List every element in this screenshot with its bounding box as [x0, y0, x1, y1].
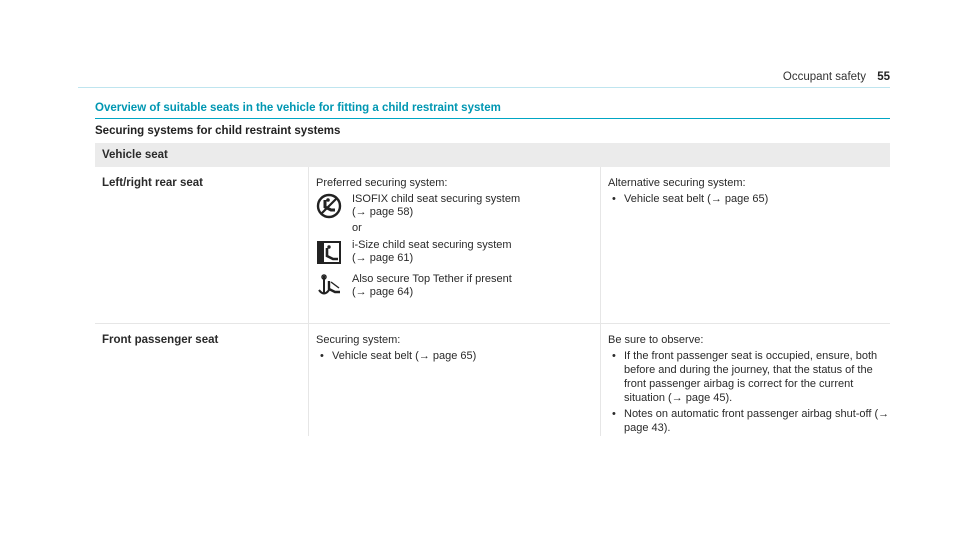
- top-tether-icon: [316, 273, 342, 299]
- alternative-label: Alternative securing system:: [608, 177, 746, 189]
- table-row: [95, 324, 890, 436]
- securing-list: [316, 349, 600, 363]
- page-reference-link[interactable]: (→ page 61): [352, 252, 414, 264]
- preferred-system-cell: [308, 167, 600, 323]
- securing-systems-table: [95, 143, 890, 436]
- notes-cell: [600, 324, 890, 436]
- seat-label: Front passenger seat: [102, 334, 219, 346]
- list-item: • Vehicle seat belt (→ page 65): [624, 192, 890, 206]
- header-rule: [78, 87, 890, 88]
- table-caption: Securing systems for child restraint systems: [95, 125, 341, 137]
- table-row: [95, 167, 890, 324]
- option-text: Also secure Top Tether if present: [352, 273, 512, 285]
- preferred-label: Preferred securing system:: [316, 177, 448, 189]
- section-rule: [95, 118, 890, 119]
- list-item: • Vehicle seat belt (→ page 65): [332, 349, 600, 363]
- alternative-system-cell: [600, 167, 890, 323]
- securing-system-cell: [308, 324, 600, 436]
- i-size-icon: [316, 239, 342, 265]
- isofix-icon: [316, 193, 342, 219]
- or-text: or: [352, 222, 362, 234]
- section-title: Overview of suitable seats in the vehicle for fitting a child restraint system: [95, 102, 501, 114]
- list-item: • If the front passenger seat is occupied, ensure, both before and during the journey, that the status of the front passenger airbag is correct for the current situation (→ page 45).: [624, 349, 890, 405]
- page-reference-link[interactable]: (→ page 58): [352, 206, 414, 218]
- notes-list: [608, 349, 890, 435]
- option-text: i-Size child seat securing system: [352, 239, 512, 251]
- note-label: Be sure to observe:: [608, 334, 704, 346]
- page-reference-link[interactable]: (→ page 64): [352, 286, 414, 298]
- page-number: 55: [877, 71, 890, 83]
- table-header: Vehicle seat: [95, 143, 890, 167]
- securing-label: Securing system:: [316, 334, 401, 346]
- option-text: ISOFIX child seat securing system: [352, 193, 521, 205]
- running-title: Occupant safety: [782, 71, 866, 83]
- top-tether-option: [316, 273, 600, 299]
- list-item: • Notes on automatic front passenger airbag shut-off (→ page 43).: [624, 407, 890, 435]
- alternative-list: [608, 192, 890, 206]
- isofix-option: [316, 193, 600, 219]
- running-header: [783, 71, 890, 83]
- seat-label: Left/right rear seat: [102, 177, 203, 189]
- i-size-option: [316, 239, 600, 265]
